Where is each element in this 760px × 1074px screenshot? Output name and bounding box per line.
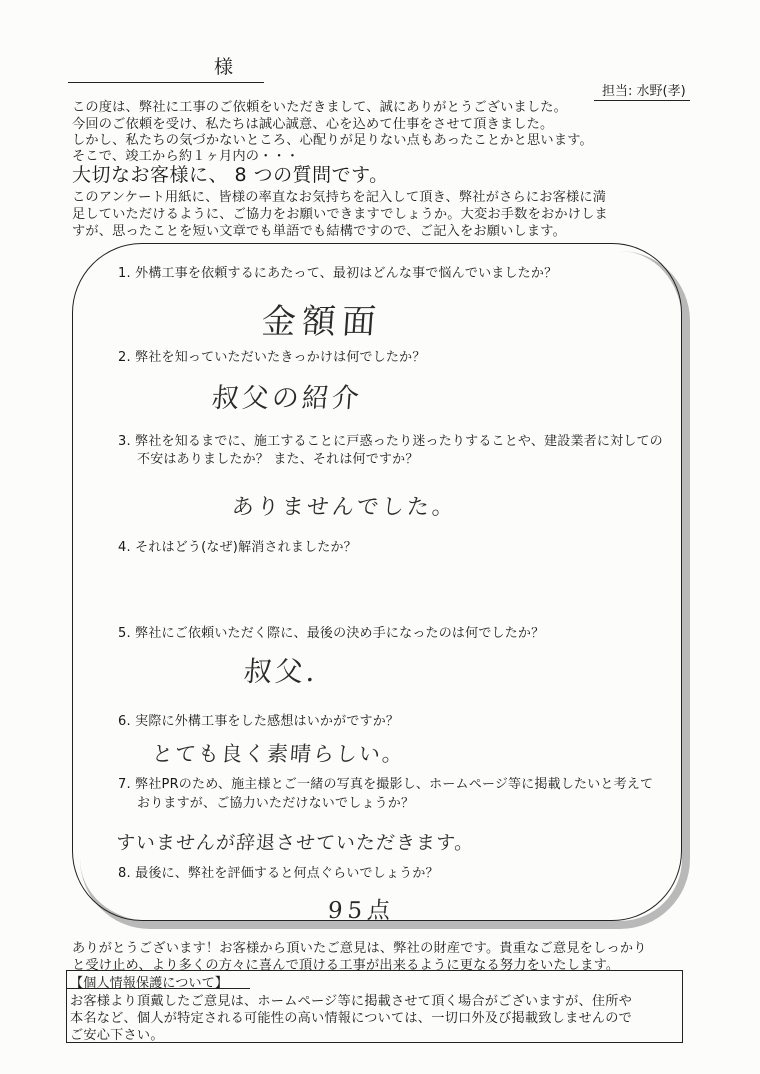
privacy-line: お客様より頂戴したご意見は、ホームページ等に掲載させて頂く場合がございますが、住所や <box>70 994 633 1009</box>
answer-8[interactable]: 95点 <box>326 898 397 924</box>
privacy-title: 【個人情報保護について】 <box>70 976 228 991</box>
intro-line: そこで、竣工から約１ヶ月内の・・・ <box>72 149 300 164</box>
answer-6[interactable]: とても良く素晴らしい。 <box>151 742 406 766</box>
customer-name-line <box>68 82 264 83</box>
intro-line: 今回のご依頼を受け、私たちは誠心誠意、心を込めて仕事をさせて頂きました。 <box>72 117 554 132</box>
answer-2[interactable]: 叔父の紹介 <box>210 383 363 414</box>
privacy-line: ご安心下さい。 <box>70 1028 164 1043</box>
question-5: 5. 弊社にご依頼いただく際に、最後の決め手になったのは何でしたか？ <box>118 626 545 641</box>
request-line: このアンケート用紙に、皆様の率直なお気持ちを記入して頂き、弊社がさらにお客様に満 <box>72 190 607 205</box>
request-line: 足していただけるように、ご協力をお願いできますでしょうか。大変お手数をおかけしま <box>72 207 608 222</box>
question-4: 4. それはどう(なぜ)解消されましたか？ <box>118 540 357 555</box>
question-1: 1. 外構工事を依頼するにあたって、最初はどんな事で悩んでいましたか？ <box>118 266 558 281</box>
answer-7[interactable]: すいませんが辞退させていただきます。 <box>115 832 476 854</box>
headline: 大切なお客様に、 8 つの質問です。 <box>72 164 389 186</box>
request-line: すが、思ったことを短い文章でも単語でも結構ですので、ご記入をお願いします。 <box>72 224 567 239</box>
thanks-line: ありがとうございます！お客様から頂いたご意見は、弊社の財産です。貴重なご意見をしっかり <box>72 941 647 956</box>
question-7: 7. 弊社PRのため、施主様とご一緒の写真を撮影し、ホームページ等に掲載したいと考えて <box>118 777 654 792</box>
staff-label: 担当: 水野(孝) <box>594 80 690 101</box>
question-7-cont: おりますが、ご協力いただけないでしょうか？ <box>137 796 415 811</box>
question-2: 2. 弊社を知っていただいたきっかけは何でしたか？ <box>118 350 426 365</box>
question-3-cont: 不安はありましたか？ また、それは何ですか？ <box>137 452 419 467</box>
thanks-line: と受け止め、より多くの方々に喜んで頂ける工事が出来るように更なる努力をいたします。 <box>72 958 620 973</box>
answer-5[interactable]: 叔父. <box>242 655 319 688</box>
intro-line: しかし、私たちの気づかないところ、心配りが足りない点もあったことかと思います。 <box>72 133 593 148</box>
questionnaire-frame <box>72 243 682 921</box>
answer-1[interactable]: 金額面 <box>260 302 384 342</box>
question-3: 3. 弊社を知るまでに、施工することに戸惑ったり迷ったりすることや、建設業者に対しての <box>118 434 663 449</box>
question-8: 8. 最後に、弊社を評価すると何点ぐらいでしょうか？ <box>118 866 439 881</box>
question-6: 6. 実際に外構工事をした感想はいかがですか？ <box>118 714 400 729</box>
honorific: 様 <box>214 56 234 78</box>
privacy-line: 本名など、個人が特定される可能性の高い情報については、一切口外及び掲載致しませんので <box>70 1011 633 1026</box>
answer-3[interactable]: ありませんでした。 <box>230 495 458 520</box>
intro-line: この度は、弊社に工事のご依頼をいただきまして、誠にありがとうございました。 <box>72 100 568 115</box>
